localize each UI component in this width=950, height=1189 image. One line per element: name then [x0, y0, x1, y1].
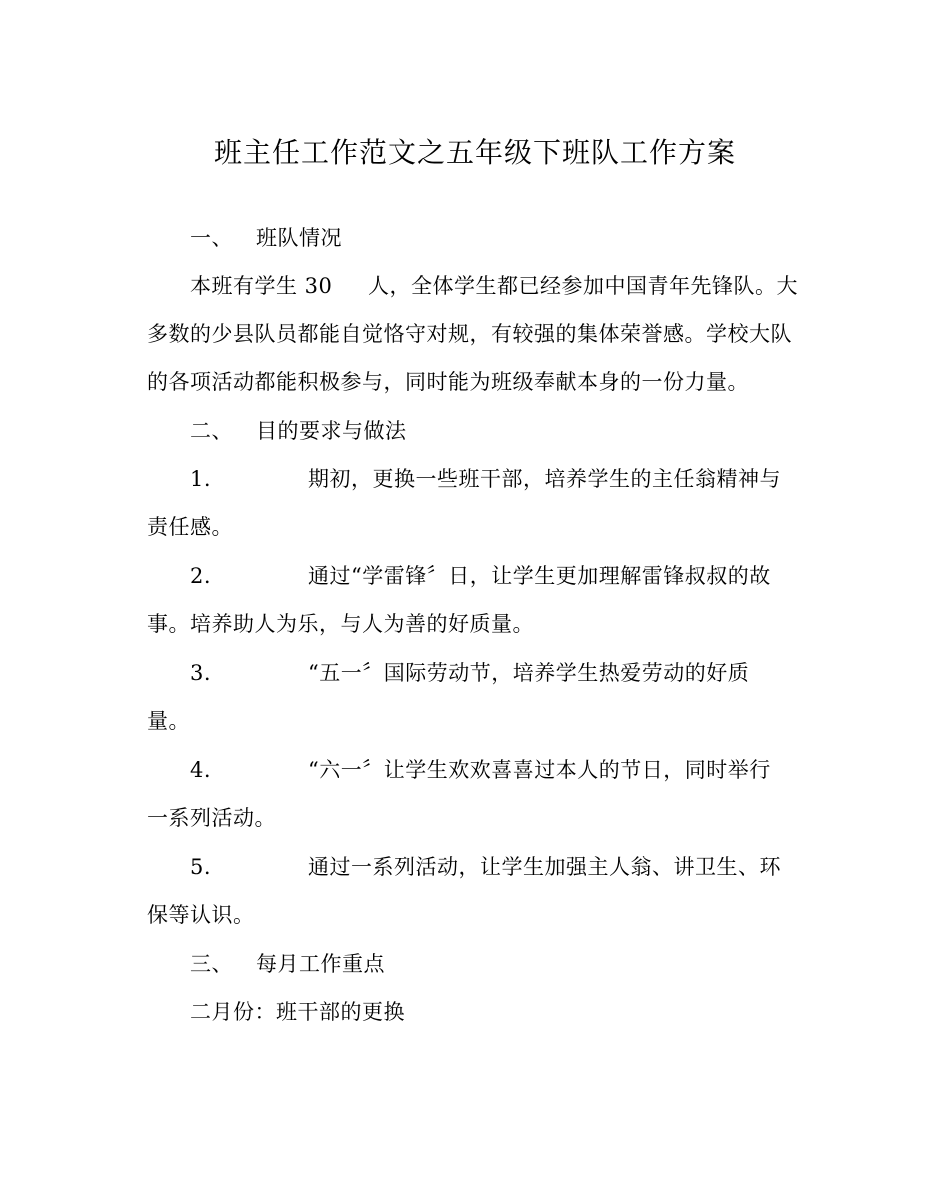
item-2-line2: 事。培养助人为乐，与人为善的好质量。: [147, 612, 534, 636]
item-4-line2: 一系列活动。: [147, 806, 276, 830]
section1-para-line3: 的各项活动都能积极参与，同时能为班级奉献本身的一份力量。: [147, 370, 749, 394]
item-1-line2: 责任感。: [147, 515, 233, 539]
item-5-line1: 通过一系列活动，让学生加强主人翁、讲卫生、环: [308, 855, 781, 879]
section3-heading: 每月工作重点: [256, 952, 385, 976]
section3-line1: 二月份：班干部的更换: [190, 1000, 405, 1024]
section2-number: 二、: [190, 419, 233, 443]
item-4-line1: “六一〞让学生欢欢喜喜过本人的节日，同时举行: [308, 758, 771, 782]
document-title: 班主任工作范文之五年级下班队工作方案: [213, 136, 736, 169]
item-3-number: 3.: [190, 661, 212, 685]
section1-para-line1a: 本班有学生 30: [190, 274, 333, 298]
section1-para-line2: 多数的少县队员都能自觉恪守对规，有较强的集体荣誉感。学校大队: [147, 322, 792, 346]
item-2-line1: 通过“学雷锋〞日，让学生更加理解雷锋叔叔的故: [308, 564, 771, 588]
section1-para-line1b: 人，全体学生都已经参加中国青年先锋队。大: [368, 274, 798, 298]
item-1-line1: 期初，更换一些班干部，培养学生的主任翁精神与: [308, 467, 781, 491]
section1-heading: 班队情况: [256, 226, 342, 250]
section3-number: 三、: [190, 952, 233, 976]
item-1-number: 1.: [190, 467, 212, 491]
item-5-number: 5.: [190, 855, 212, 879]
item-3-line1: “五一〞国际劳动节，培养学生热爱劳动的好质: [308, 661, 750, 685]
section2-heading: 目的要求与做法: [256, 419, 407, 443]
item-3-line2: 量。: [147, 709, 190, 733]
item-5-line2: 保等认识。: [147, 903, 255, 927]
section1-number: 一、: [190, 226, 233, 250]
item-4-number: 4.: [190, 758, 212, 782]
item-2-number: 2.: [190, 564, 212, 588]
